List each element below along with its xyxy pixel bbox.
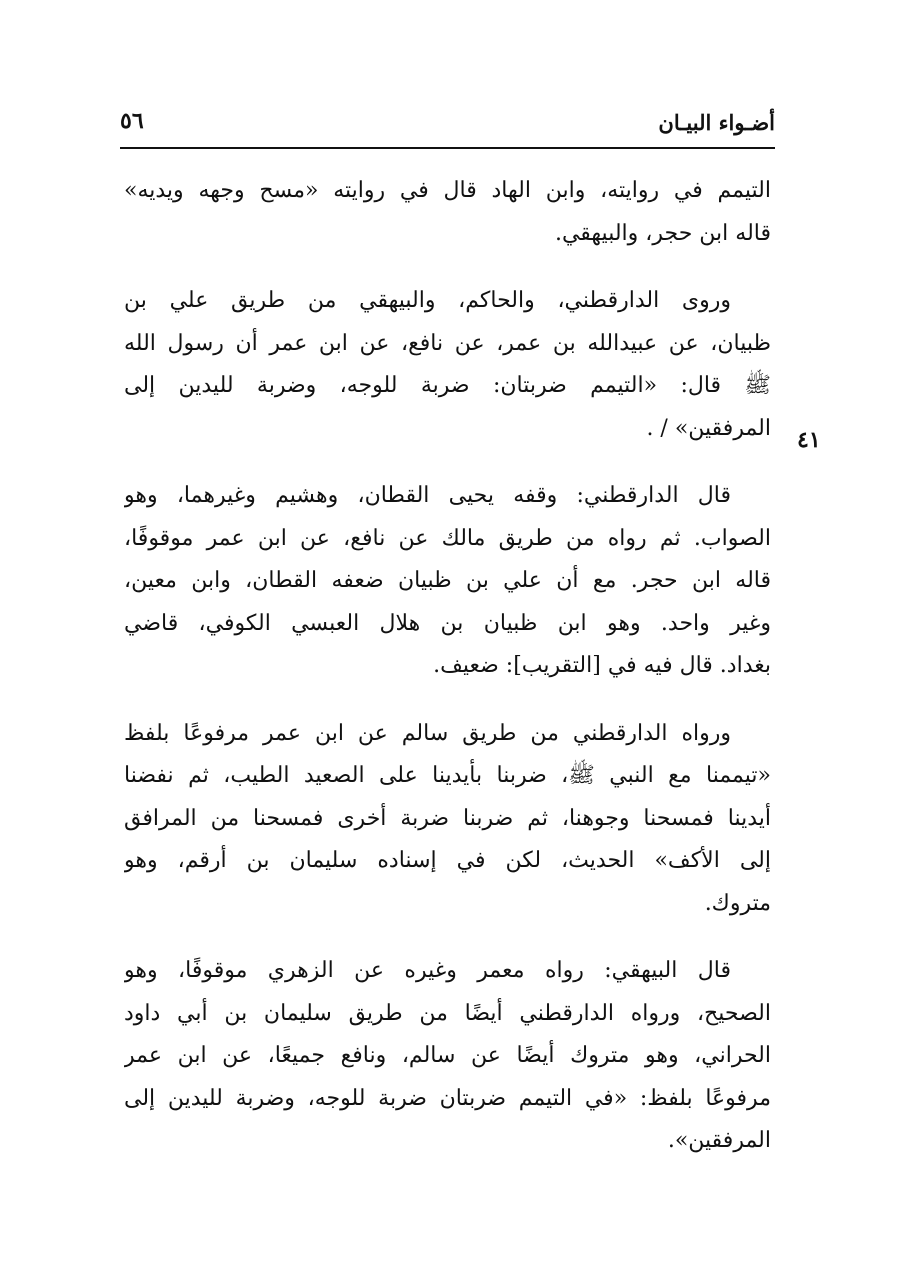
- text-line: الصحيح، ورواه الدارقطني أيضًا من طريق سليمان بن أبي داود: [124, 1000, 771, 1026]
- text-line: وغير واحد. وهو ابن ظبيان بن هلال العبسي الكوفي، قاضي: [124, 610, 771, 636]
- text-line: قاله ابن حجر، والبيهقي.: [554, 220, 771, 246]
- text-line: الصواب. ثم رواه من طريق مالك عن نافع، عن ابن عمر موقوفًا،: [124, 525, 771, 551]
- paragraph: [124, 475, 771, 688]
- text-line: التيمم في روايته، وابن الهاد قال في روايته «مسح وجهه ويديه»: [124, 178, 771, 203]
- margin-page-reference: ٤١: [797, 427, 821, 453]
- header-divider: [120, 147, 775, 149]
- page-header: [120, 108, 775, 148]
- text-line: قال الدارقطني: وقفه يحيى القطان، وهشيم وغيرهما، وهو: [124, 483, 731, 508]
- text-line: أيدينا فمسحنا وجوهنا، ثم ضربنا ضربة أخرى فمسحنا من المرافق: [124, 805, 771, 831]
- text-line: ظبيان، عن عبيدالله بن عمر، عن نافع، عن ابن عمر أن رسول الله: [124, 330, 771, 356]
- text-line: الحراني، وهو متروك أيضًا عن سالم، ونافع جميعًا، عن ابن عمر: [124, 1043, 771, 1068]
- body-text: [124, 170, 771, 1188]
- paragraph: [124, 713, 771, 926]
- text-line: بغداد. قال فيه في [التقريب]: ضعيف.: [433, 653, 771, 678]
- text-line: «تيممنا مع النبي ﷺ، ضربنا بأيدينا على الصعيد الطيب، ثم نفضنا: [124, 763, 771, 788]
- text-line: إلى الأكف» الحديث، لكن في إسناده سليمان بن أرقم، وهو: [124, 848, 771, 873]
- running-title: أضـواء البيـان: [658, 110, 775, 135]
- text-line: وروى الدارقطني، والحاكم، والبيهقي من طريق علي بن: [124, 288, 731, 313]
- text-line: المرفقين» / .: [646, 415, 771, 441]
- paragraph: [124, 170, 771, 255]
- page-number: ٥٦: [120, 108, 144, 134]
- paragraph: [124, 280, 771, 450]
- paragraph: [124, 950, 771, 1163]
- text-line: قال البيهقي: رواه معمر وغيره عن الزهري موقوفًا، وهو: [124, 958, 731, 983]
- text-line: ورواه الدارقطني من طريق سالم عن ابن عمر مرفوعًا بلفظ: [124, 720, 731, 746]
- text-line: مرفوعًا بلفظ: «في التيمم ضربتان ضربة للوجه، وضربة لليدين إلى: [124, 1085, 771, 1111]
- text-line: متروك.: [704, 890, 771, 916]
- text-line: ﷺ قال: «التيمم ضربتان: ضربة للوجه، وضربة لليدين إلى: [124, 373, 771, 398]
- text-line: المرفقين».: [667, 1128, 771, 1153]
- text-line: قاله ابن حجر. مع أن علي بن ظبيان ضعفه القطان، وابن معين،: [124, 568, 771, 593]
